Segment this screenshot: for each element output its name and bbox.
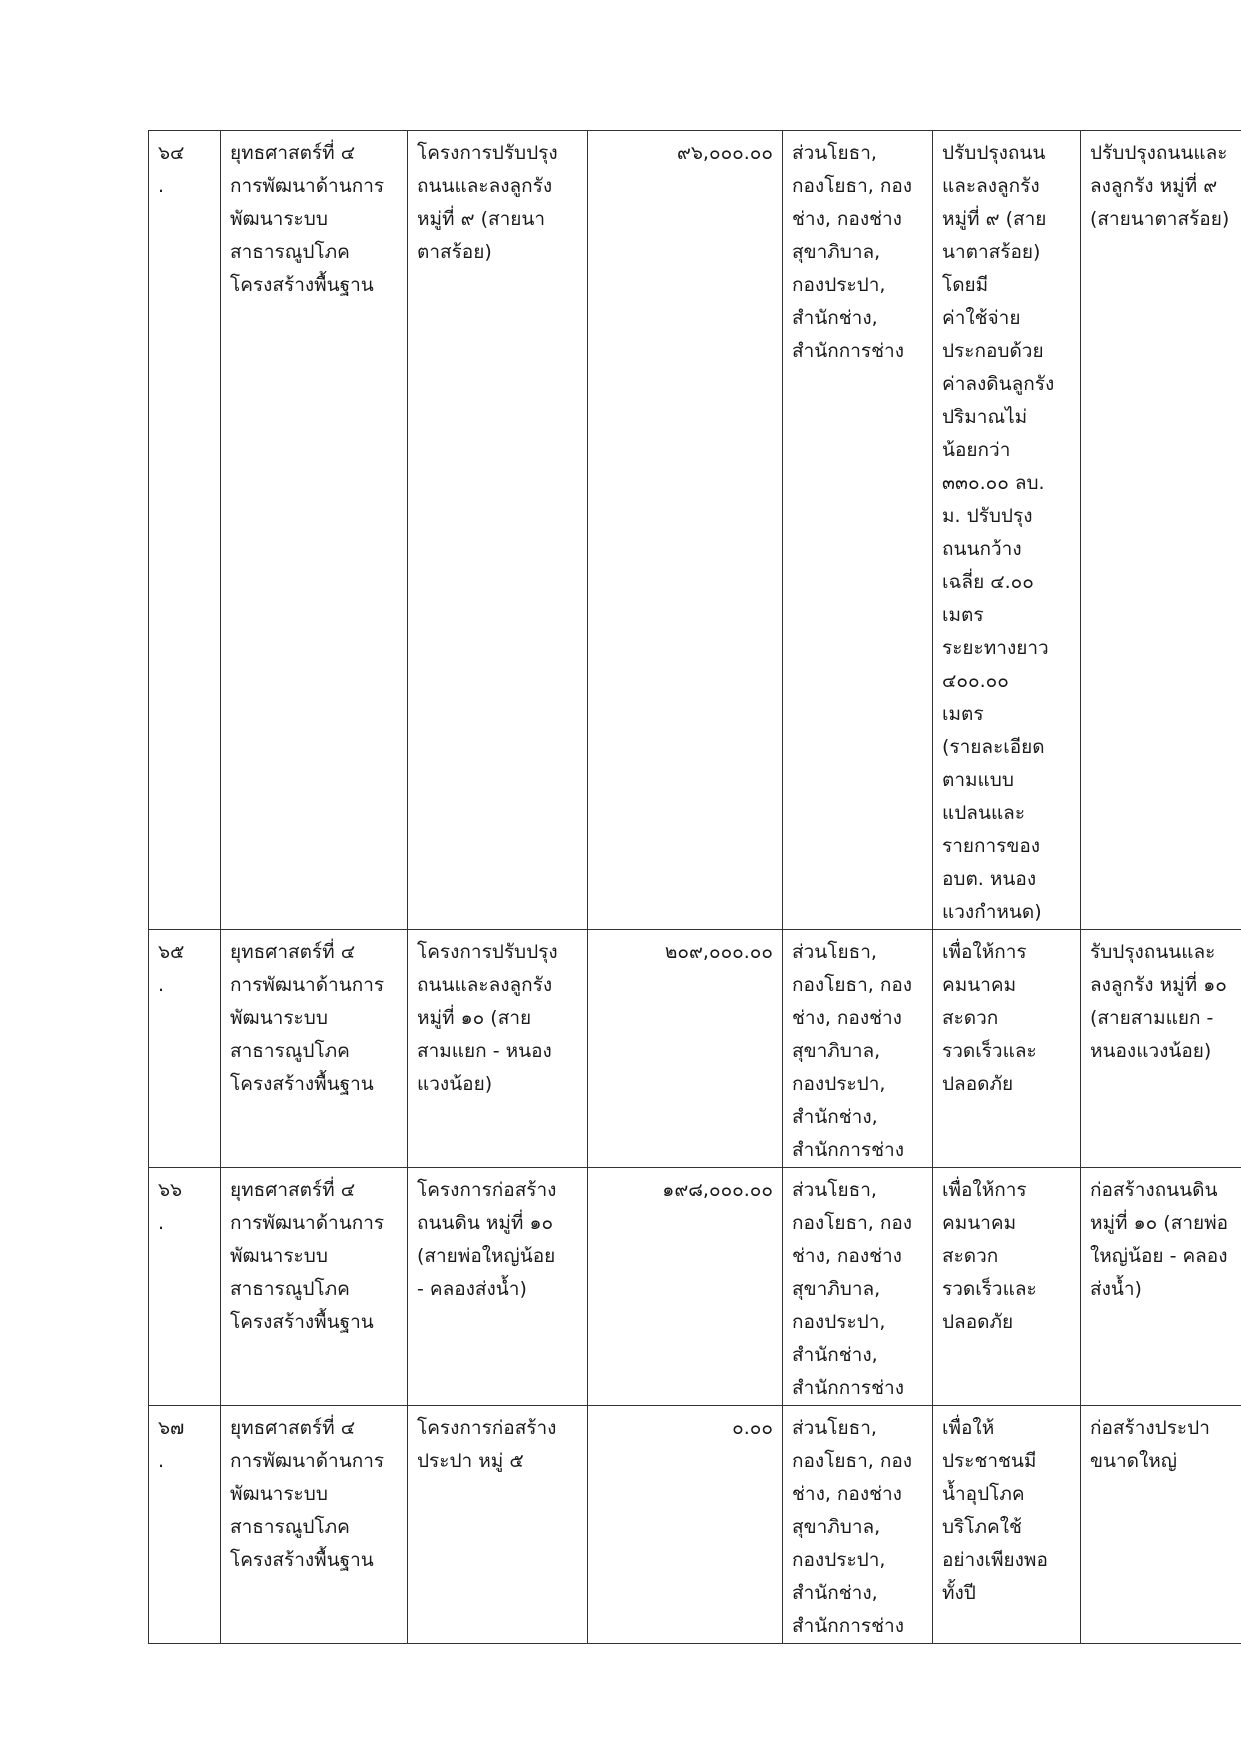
table-row <box>149 930 1241 1168</box>
project-cell <box>408 930 588 1168</box>
responsible-unit: ส่วนโยธา, กองโยธา, กอง ช่าง, กองช่าง สุขาภิบาล, กองประปา, สำนักช่าง, สำนักการช่าง <box>792 1179 913 1399</box>
row-number-cell <box>149 1406 221 1644</box>
project-cell <box>408 1168 588 1406</box>
strategy-cell <box>221 1168 408 1406</box>
budget-amount: ๑๙๘,๐๐๐.๐๐ <box>662 1179 773 1201</box>
strategy-text: ยุทธศาสตร์ที่ ๔ การพัฒนาด้านการ พัฒนาระบบ สาธารณูปโภค โครงสร้างพื้นฐาน <box>230 941 385 1095</box>
responsible-unit: ส่วนโยธา, กองโยธา, กอง ช่าง, กองช่าง สุขาภิบาล, กองประปา, สำนักช่าง, สำนักการช่าง <box>792 142 913 362</box>
budget-cell <box>588 1406 783 1644</box>
responsible-unit-cell <box>783 1406 933 1644</box>
budget-cell <box>588 1168 783 1406</box>
row-number-cell <box>149 1168 221 1406</box>
responsible-unit: ส่วนโยธา, กองโยธา, กอง ช่าง, กองช่าง สุขาภิบาล, กองประปา, สำนักช่าง, สำนักการช่าง <box>792 941 913 1161</box>
objective-text: เพื่อให้ ประชาชนมี น้ำอุปโภค บริโภคใช้ อย่างเพียงพอ ทั้งปี <box>942 1417 1048 1604</box>
budget-amount: ๒๐๙,๐๐๐.๐๐ <box>664 941 773 963</box>
project-plan-table <box>148 130 1241 1644</box>
project-cell <box>408 131 588 930</box>
strategy-cell <box>221 930 408 1168</box>
budget-cell <box>588 131 783 930</box>
strategy-text: ยุทธศาสตร์ที่ ๔ การพัฒนาด้านการ พัฒนาระบบ สาธารณูปโภค โครงสร้างพื้นฐาน <box>230 1417 385 1571</box>
row-number: ๖๔ . <box>158 142 185 197</box>
output-text: ก่อสร้างถนนดิน หมู่ที่ ๑๐ (สายพ่อ ใหญ่น้อย - คลอง ส่งน้ำ) <box>1090 1179 1229 1300</box>
project-name: โครงการก่อสร้าง ถนนดิน หมู่ที่ ๑๐ (สายพ่อใหญ่น้อย - คลองส่งน้ำ) <box>417 1179 557 1300</box>
output-cell <box>1081 131 1241 930</box>
row-number-cell <box>149 131 221 930</box>
project-cell <box>408 1406 588 1644</box>
strategy-cell <box>221 1406 408 1644</box>
output-cell <box>1081 930 1241 1168</box>
budget-amount: ๐.๐๐ <box>732 1417 773 1439</box>
row-number: ๖๗ . <box>158 1417 185 1472</box>
output-cell <box>1081 1168 1241 1406</box>
objective-cell <box>933 1168 1081 1406</box>
objective-cell <box>933 1406 1081 1644</box>
strategy-text: ยุทธศาสตร์ที่ ๔ การพัฒนาด้านการ พัฒนาระบบ สาธารณูปโภค โครงสร้างพื้นฐาน <box>230 1179 385 1333</box>
output-cell <box>1081 1406 1241 1644</box>
row-number: ๖๕ . <box>158 941 185 996</box>
output-text: รับปรุงถนนและ ลงลูกรัง หมู่ที่ ๑๐ (สายสามแยก - หนองแวงน้อย) <box>1090 941 1227 1062</box>
objective-cell <box>933 131 1081 930</box>
row-number: ๖๖ . <box>158 1179 183 1234</box>
output-text: ก่อสร้างประปา ขนาดใหญ่ <box>1090 1417 1210 1472</box>
responsible-unit-cell <box>783 930 933 1168</box>
responsible-unit: ส่วนโยธา, กองโยธา, กอง ช่าง, กองช่าง สุขาภิบาล, กองประปา, สำนักช่าง, สำนักการช่าง <box>792 1417 913 1637</box>
table-row <box>149 1168 1241 1406</box>
responsible-unit-cell <box>783 131 933 930</box>
objective-cell <box>933 930 1081 1168</box>
output-text: ปรับปรุงถนนและ ลงลูกรัง หมู่ที่ ๙ (สายนาตาสร้อย) <box>1090 142 1230 230</box>
budget-amount: ๙๖,๐๐๐.๐๐ <box>676 142 773 164</box>
row-number-cell <box>149 930 221 1168</box>
table-row <box>149 1406 1241 1644</box>
strategy-cell <box>221 131 408 930</box>
project-name: โครงการปรับปรุง ถนนและลงลูกรัง หมู่ที่ ๙ (สายนา ตาสร้อย) <box>417 142 558 263</box>
responsible-unit-cell <box>783 1168 933 1406</box>
objective-text: เพื่อให้การ คมนาคม สะดวก รวดเร็วและ ปลอดภัย <box>942 941 1037 1095</box>
objective-text: ปรับปรุงถนน และลงลูกรัง หมู่ที่ ๙ (สาย นาตาสร้อย) โดยมี ค่าใช้จ่าย ประกอบด้วย ค่าลงดินลูกรัง ปริมาณไม่ น้อยกว่า ๓๓๐.๐๐ ลบ. ม. ปรับปรุง ถนนกว้าง เฉลี่ย ๔.๐๐ เมตร ระยะทางยาว ๔๐๐.๐๐ เมตร (รายละเอียด ตามแบบ แปลนและ รายการของ อบต. หนอง แวงกำหนด) <box>942 142 1055 923</box>
objective-text: เพื่อให้การ คมนาคม สะดวก รวดเร็วและ ปลอดภัย <box>942 1179 1037 1333</box>
project-name: โครงการก่อสร้าง ประปา หมู่ ๕ <box>417 1417 557 1472</box>
budget-cell <box>588 930 783 1168</box>
project-name: โครงการปรับปรุง ถนนและลงลูกรัง หมู่ที่ ๑๐ (สาย สามแยก - หนอง แวงน้อย) <box>417 941 558 1095</box>
strategy-text: ยุทธศาสตร์ที่ ๔ การพัฒนาด้านการ พัฒนาระบบ สาธารณูปโภค โครงสร้างพื้นฐาน <box>230 142 385 296</box>
table-row <box>149 131 1241 930</box>
